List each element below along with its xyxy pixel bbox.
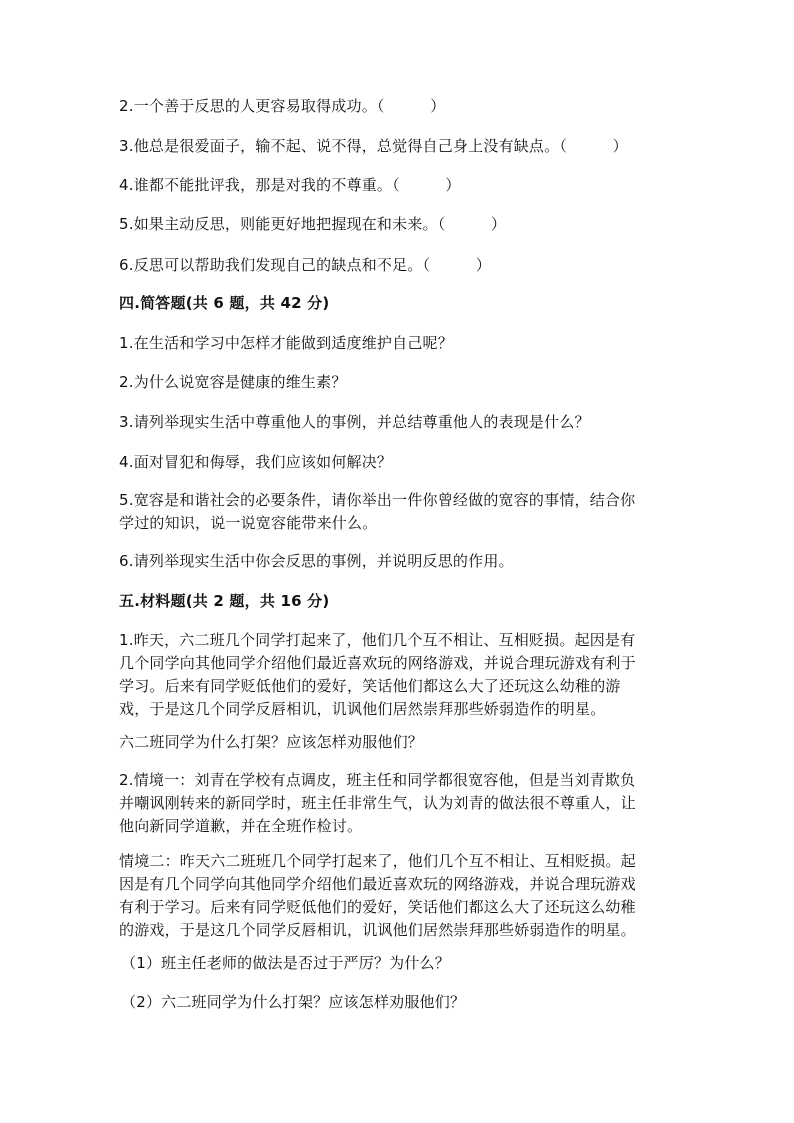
judgement-question-2: 2.一个善于反思的人更容易取得成功。（ ） — [119, 97, 446, 115]
material-question-2-scenario-1 — [119, 769, 671, 838]
material-question-1-line: 学习。后来有同学贬低他们的爱好，笑话他们都这么大了还玩这么幼稚的游 — [119, 677, 621, 695]
short-answer-question-6: 6.请列举现实生活中你会反思的事例，并说明反思的作用。 — [119, 552, 514, 570]
judgement-question-5: 5.如果主动反思，则能更好地把握现在和未来。（ ） — [119, 215, 507, 233]
section-heading-material: 五.材料题(共 2 题，共 16 分) — [119, 592, 330, 610]
material-scenario-1-line: 并嘲讽刚转来的新同学时，班主任非常生气，认为刘青的做法很不尊重人，让 — [119, 794, 636, 812]
material-question-1-line: 戏，于是这几个同学反唇相讥，讥讽他们居然崇拜那些娇弱造作的明星。 — [119, 700, 606, 718]
judgement-question-6: 6.反思可以帮助我们发现自己的缺点和不足。（ ） — [119, 256, 492, 274]
short-answer-question-1: 1.在生活和学习中怎样才能做到适度维护自己呢？ — [119, 334, 453, 352]
material-sub-question-1: （1）班主任老师的做法是否过于严厉？为什么？ — [121, 954, 450, 972]
material-question-1-line: 1.昨天，六二班几个同学打起来了，他们几个互不相让、互相贬损。起因是有 — [119, 631, 636, 649]
material-sub-question-2: （2）六二班同学为什么打架？应该怎样劝服他们？ — [121, 993, 466, 1011]
material-question-1 — [119, 629, 671, 721]
judgement-question-4: 4.谁都不能批评我，那是对我的不尊重。（ ） — [119, 176, 461, 194]
short-answer-question-3: 3.请列举现实生活中尊重他人的事例，并总结尊重他人的表现是什么？ — [119, 413, 590, 431]
short-answer-question-5-line: 5.宽容是和谐社会的必要条件，请你举出一件你曾经做的宽容的事情，结合你 — [119, 491, 636, 509]
short-answer-question-2: 2.为什么说宽容是健康的维生素？ — [119, 373, 347, 391]
material-scenario-1-line: 他向新同学道歉，并在全班作检讨。 — [119, 817, 363, 835]
material-scenario-2-line: 情境二：昨天六二班班几个同学打起来了，他们几个互不相让、互相贬损。起 — [119, 852, 636, 870]
material-question-2-scenario-2 — [119, 850, 671, 942]
short-answer-question-4: 4.面对冒犯和侮辱，我们应该如何解决？ — [119, 453, 393, 471]
section-heading-short-answer: 四.简答题(共 6 题，共 42 分) — [119, 294, 330, 312]
material-scenario-2-line: 有利于学习。后来有同学贬低他们的爱好，笑话他们都这么大了还玩这么幼稚 — [119, 898, 636, 916]
judgement-question-3: 3.他总是很爱面子，输不起、说不得，总觉得自己身上没有缺点。（ ） — [119, 137, 628, 155]
material-scenario-2-line: 的游戏，于是这几个同学反唇相讥，讥讽他们居然崇拜那些娇弱造作的明星。 — [119, 921, 636, 939]
material-question-1-prompt: 六二班同学为什么打架？应该怎样劝服他们？ — [119, 733, 424, 751]
short-answer-question-5-line: 学过的知识，说一说宽容能带来什么。 — [119, 514, 378, 532]
material-scenario-1-line: 2.情境一：刘青在学校有点调皮，班主任和同学都很宽容他，但是当刘青欺负 — [119, 771, 636, 789]
material-question-1-line: 几个同学向其他同学介绍他们最近喜欢玩的网络游戏，并说合理玩游戏有利于 — [119, 654, 636, 672]
material-scenario-2-line: 因是有几个同学向其他同学介绍他们最近喜欢玩的网络游戏，并说合理玩游戏 — [119, 875, 636, 893]
short-answer-question-5 — [119, 489, 671, 535]
